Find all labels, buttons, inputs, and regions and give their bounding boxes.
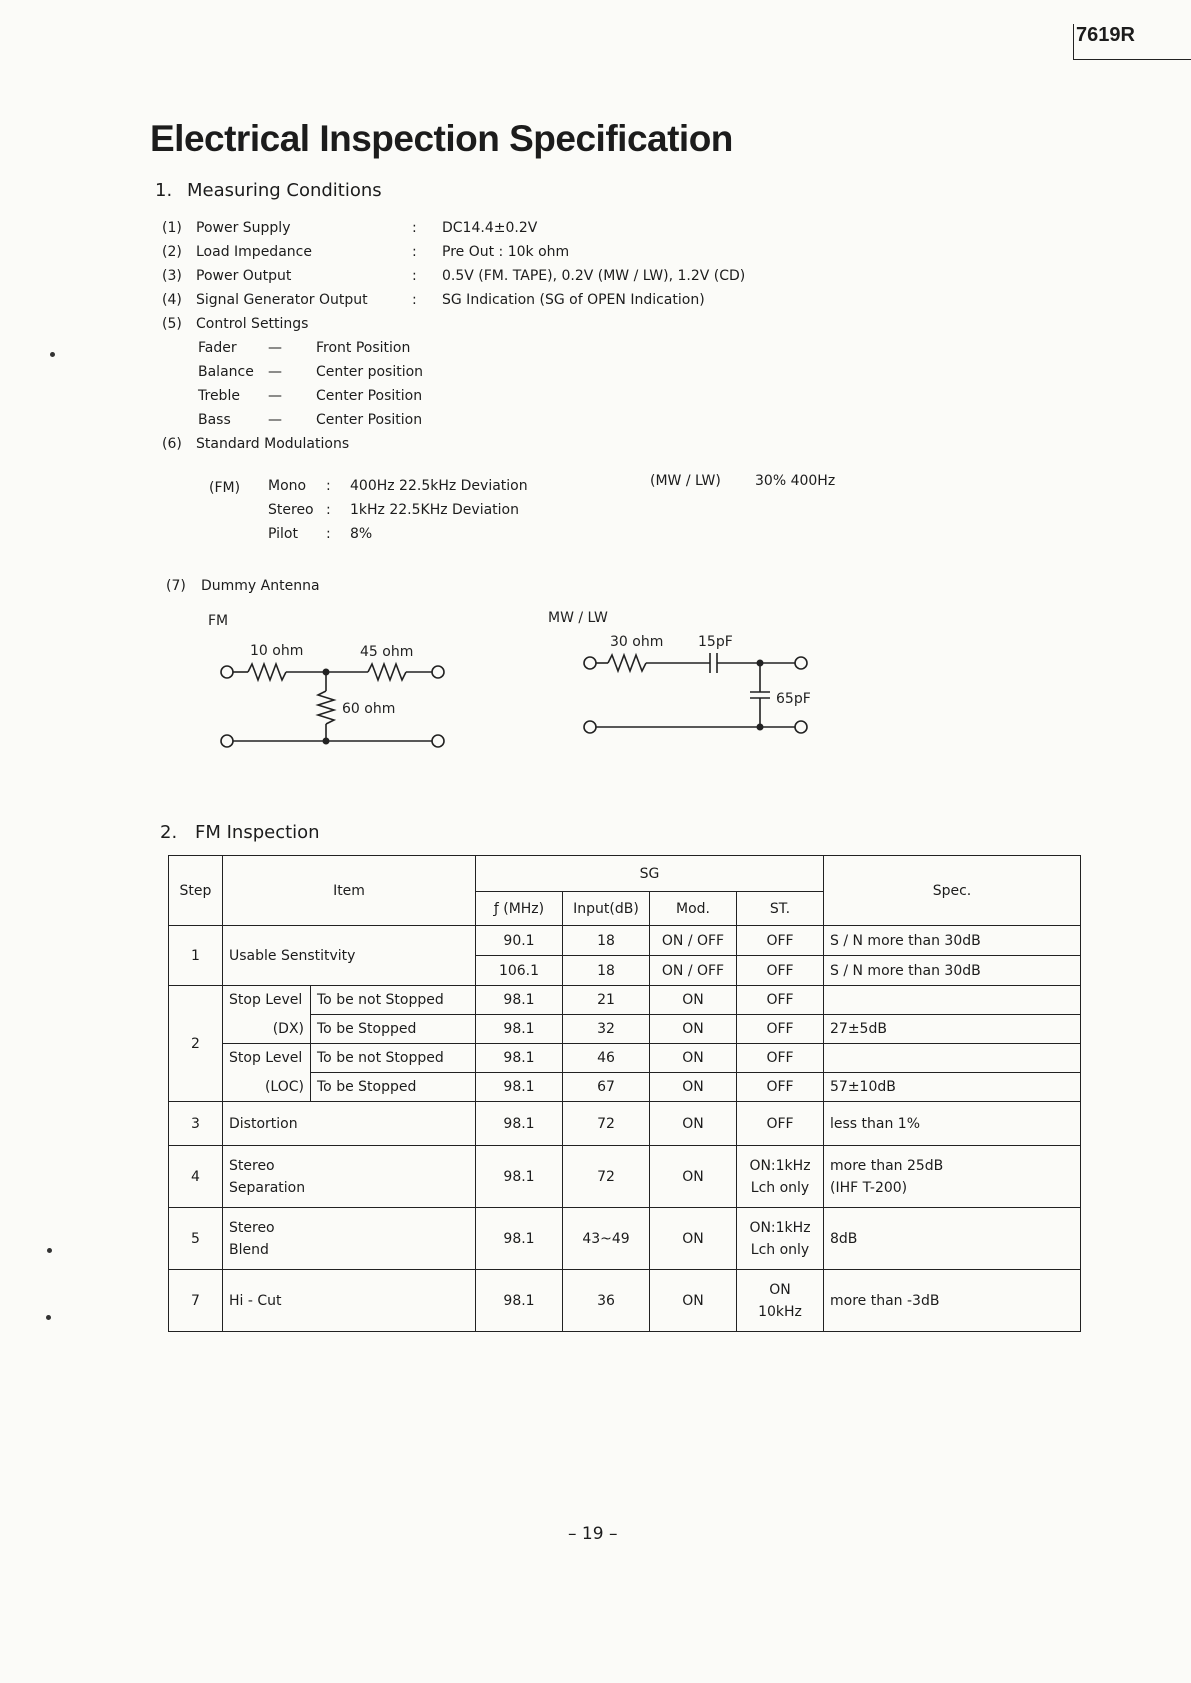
table-row: 3 Distortion 98.1 72 ON OFF less than 1%: [169, 1102, 1081, 1146]
mw-junction-dot: [757, 724, 764, 731]
table-row: 2 Stop Level To be not Stopped 98.1 21 ON OFF: [169, 986, 1081, 1015]
table-row: (DX) To be Stopped 98.1 32 ON OFF 27±5dB: [169, 1015, 1081, 1044]
mw-lw-antenna-label: MW / LW: [548, 610, 608, 626]
header-underline: [1073, 59, 1191, 60]
mw-lw-tag: (MW / LW): [650, 473, 721, 489]
scan-speck: [47, 1248, 52, 1253]
table-row: Stop Level To be not Stopped 98.1 46 ON OFF: [169, 1044, 1081, 1073]
mw-input-terminal: [584, 657, 596, 669]
fm-resistor-60ohm: [318, 691, 334, 724]
header-step: Step: [169, 856, 223, 926]
mw-lw-c2-label: 65pF: [776, 691, 811, 707]
scan-speck: [50, 352, 55, 357]
table-header-row: [169, 856, 1081, 892]
fm-tag: (FM): [209, 480, 241, 496]
fm-resistor-10ohm: [248, 664, 286, 680]
header-sg: SG: [476, 856, 824, 892]
fm-r3-label: 60 ohm: [342, 701, 396, 717]
fm-inspection-table: [168, 855, 1081, 1332]
header-item: Item: [223, 856, 476, 926]
fm-input-terminal: [221, 666, 233, 678]
table-row: 1 Usable Senstitvity 90.1 18 ON / OFF OFF S / N more than 30dB: [169, 926, 1081, 956]
antenna-number: (7): [166, 578, 186, 594]
mw-lw-c1-label: 15pF: [698, 634, 733, 650]
mw-ground-terminal-in: [584, 721, 596, 733]
model-number: 7619R: [1076, 24, 1135, 46]
table-row: 4 Stereo Separation 98.1 72 ON ON:1kHz Lch only more than 25dB (IHF T-200): [169, 1146, 1081, 1208]
fm-r2-label: 45 ohm: [360, 644, 414, 660]
page-number: – 19 –: [568, 1524, 618, 1544]
mw-ground-terminal-out: [795, 721, 807, 733]
table-row: (LOC) To be Stopped 98.1 67 ON OFF 57±10dB: [169, 1073, 1081, 1102]
fm-output-terminal: [432, 666, 444, 678]
page-title: Electrical Inspection Specification: [150, 118, 733, 159]
section2-number: 2.: [160, 822, 178, 843]
antenna-label: Dummy Antenna: [201, 578, 320, 594]
fm-ground-terminal-in: [221, 735, 233, 747]
mw-lw-modulation: 30% 400Hz: [755, 473, 836, 489]
header-spec: Spec.: [824, 856, 1081, 926]
section1-heading: Measuring Conditions: [187, 180, 382, 201]
fm-dummy-antenna-diagram: [190, 605, 460, 755]
mw-resistor-30ohm: [608, 655, 646, 671]
mw-output-terminal: [795, 657, 807, 669]
table-row: 106.1 18 ON / OFF OFF S / N more than 30dB: [169, 956, 1081, 986]
table-row: 5 Stereo Blend 98.1 43~49 ON ON:1kHz Lch only 8dB: [169, 1208, 1081, 1270]
table-row: 7 Hi - Cut 98.1 36 ON ON 10kHz more than -3dB: [169, 1270, 1081, 1332]
header-mod: Mod.: [650, 892, 737, 926]
fm-antenna-label: FM: [208, 613, 229, 629]
header-frequency: ƒ (MHz): [476, 892, 563, 926]
mw-lw-r1-label: 30 ohm: [610, 634, 664, 650]
mw-junction-dot: [757, 660, 764, 667]
header-st: ST.: [737, 892, 824, 926]
section2-heading: FM Inspection: [195, 822, 320, 843]
fm-ground-terminal-out: [432, 735, 444, 747]
section1-number: 1.: [155, 180, 173, 201]
fm-r1-label: 10 ohm: [250, 643, 304, 659]
mw-lw-dummy-antenna-diagram: [548, 600, 828, 750]
scan-speck: [46, 1315, 51, 1320]
fm-junction-dot: [323, 738, 330, 745]
header-input: Input(dB): [563, 892, 650, 926]
fm-junction-dot: [323, 669, 330, 676]
header-divider: [1073, 24, 1074, 60]
fm-resistor-45ohm: [368, 664, 406, 680]
